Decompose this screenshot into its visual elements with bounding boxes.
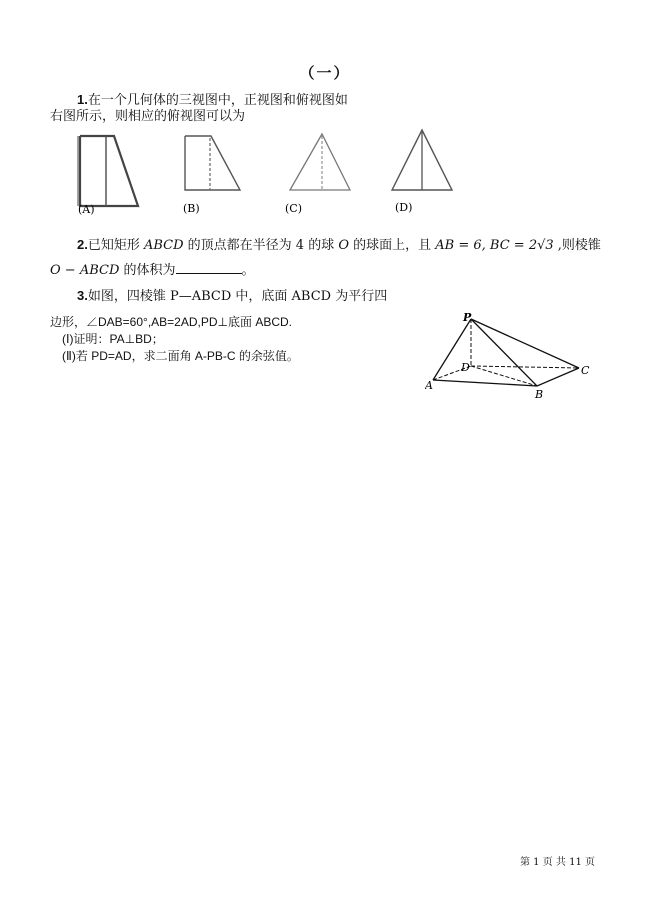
choice-a-label: (A) [78, 203, 95, 216]
label-b: B [535, 388, 544, 400]
page-footer: 第 1 页 共 11 页 [520, 857, 595, 868]
q3-part1: (Ⅰ)证明：PA⊥BD； [62, 332, 164, 346]
q3-line1 [77, 287, 387, 306]
q3-text-1: 如图，四棱锥 P—ABCD 中，底面 ABCD 为平行四 [87, 289, 388, 304]
q1-number: 1. [77, 92, 88, 107]
q2-text-e: 的体积为 [119, 263, 176, 278]
label-p: P [463, 311, 472, 324]
q2-text-end: 。 [241, 263, 255, 278]
q2-text-b: 的顶点都在半径为 4 的球 [183, 238, 339, 253]
q2-line1 [77, 236, 601, 255]
q3-number: 3. [77, 288, 88, 303]
q1-line2: 右图所示，则相应的俯视图可以为 [50, 109, 246, 124]
q2-formula: AB = 6, BC = 2√3 [435, 238, 554, 253]
choice-d-figure [392, 130, 452, 190]
q3-part2: (Ⅱ)若 PD=AD，求二面角 A-PB-C 的余弦值。 [62, 349, 299, 363]
q3-line2: 边形，∠DAB=60°,AB=2AD,PD⊥底面 ABCD. [50, 315, 292, 329]
q2-text-c: 的球面上，且 [349, 238, 436, 253]
q1-choices-figure [70, 128, 470, 220]
label-c: C [581, 364, 590, 377]
q2-line2 [50, 261, 255, 280]
q2-expr: O − ABCD [50, 263, 120, 278]
label-a: A [425, 379, 433, 392]
page-title: （一） [299, 64, 351, 82]
choice-a-figure [78, 136, 138, 206]
q1-text-1: 在一个几何体的三视图中，正视图和俯视图如 [87, 93, 348, 108]
q2-abcd: ABCD [143, 238, 184, 253]
choice-c-label: (C) [285, 202, 302, 215]
q2-answer-blank [176, 261, 242, 274]
q2-text-a: 已知矩形 [87, 238, 144, 253]
choice-c-figure [290, 134, 350, 190]
q2-o: O [338, 238, 350, 253]
choice-d-label: (D) [395, 201, 413, 214]
choice-b-label: (B) [183, 202, 200, 215]
q2-number: 2. [77, 237, 88, 252]
label-d: D [461, 361, 470, 374]
q2-text-d: ,则棱锥 [553, 238, 601, 253]
choice-b-figure [185, 136, 240, 190]
pyramid-figure [425, 310, 595, 400]
